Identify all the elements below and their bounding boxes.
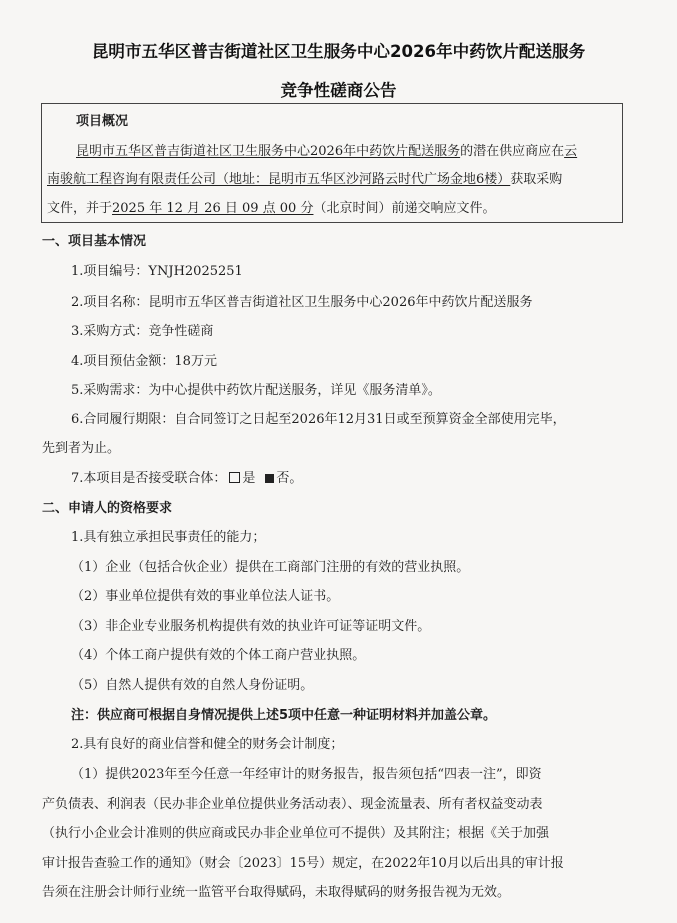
note: 注：供应商可根据自身情况提供上述5项中任意一种证明材料并加盖公章。 [71, 708, 497, 723]
overview-line-2 [47, 172, 562, 188]
req-2-1-line-4: 审计报告查验工作的通知》（财会〔2023〕15号）规定，在2022年10月以后出具的审计报 [42, 856, 564, 871]
section2-heading: 二、申请人的资格要求 [42, 501, 173, 516]
item-project-name: 2.项目名称：昆明市五华区普吉街道社区卫生服务中心2026年中药饮片配送服务 [71, 295, 533, 310]
req-1-5: （5）自然人提供有效的自然人身份证明。 [71, 678, 314, 693]
overview-heading: 项目概况 [76, 114, 129, 129]
consortium-label: 7.本项目是否接受联合体： [71, 471, 227, 486]
consortium-no: 否。 [276, 471, 303, 486]
req-2-1-line-1: （1）提供2023年至今任意一年经审计的财务报告，报告须包括“四表一注”，即资 [71, 767, 542, 782]
item-project-number: 1.项目编号：YNJH2025251 [71, 264, 243, 279]
req-1-3: （3）非企业专业服务机构提供有效的执业许可证等证明文件。 [71, 619, 431, 634]
page-title: 昆明市五华区普吉街道社区卫生服务中心2026年中药饮片配送服务 [91, 42, 586, 61]
section1-heading: 一、项目基本情况 [42, 234, 147, 249]
deadline-underlined: 2025 年 12 月 26 日 09 点 00 分 [112, 201, 314, 216]
req-2: 2.具有良好的商业信誉和健全的财务会计制度； [71, 737, 344, 752]
page-subtitle: 竞争性磋商公告 [280, 81, 397, 100]
item-procurement-method: 3.采购方式：竞争性磋商 [71, 324, 214, 339]
req-2-1-line-2: 产负债表、利润表（民办非企业单位提供业务活动表）、现金流量表、所有者权益变动表 [42, 797, 543, 812]
checkbox-filled-icon [265, 474, 274, 483]
item-budget: 4.项目预估金额：18万元 [71, 354, 217, 369]
req-2-1-line-5: 告须在注册会计师行业统一监管平台取得赋码，未取得赋码的财务报告视为无效。 [42, 885, 511, 900]
project-name-underlined: 昆明市五华区普吉街道社区卫生服务中心2026年中药饮片配送服务 [76, 144, 461, 159]
overview-line-3 [47, 201, 495, 217]
agency-address-underlined: 南骏航工程咨询有限责任公司（地址：昆明市五华区沙河路云时代广场金地6楼） [47, 172, 511, 187]
item-requirements: 5.采购需求：为中心提供中药饮片配送服务，详见《服务清单》。 [71, 383, 441, 398]
overview-text: （北京时间）前递交响应文件。 [313, 201, 496, 216]
checkbox-empty-icon [229, 472, 240, 483]
req-1-4: （4）个体工商户提供有效的个体工商户营业执照。 [71, 648, 366, 663]
req-2-1-line-3: （执行小企业会计准则的供应商或民办非企业单位可不提供）及其附注；根据《关于加强 [42, 826, 550, 841]
overview-text: 文件，并于 [47, 201, 113, 216]
agency-underlined: 云 [564, 144, 578, 159]
overview-text: 获取采购 [510, 172, 563, 187]
overview-text: 的潜在供应商应在 [460, 144, 565, 159]
req-1-1: （1）企业（包括合伙企业）提供在工商部门注册的有效的营业执照。 [71, 560, 470, 575]
item-contract-period-2: 先到者为止。 [42, 441, 121, 456]
req-1: 1.具有独立承担民事责任的能力； [71, 530, 266, 545]
item-consortium [71, 471, 302, 487]
consortium-yes: 是 [242, 471, 256, 486]
item-contract-period-1: 6.合同履行期限：自合同签订之日起至2026年12月31日或至预算资金全部使用完毕， [71, 412, 566, 427]
overview-line-1 [76, 144, 577, 160]
req-1-2: （2）事业单位提供有效的事业单位法人证书。 [71, 589, 340, 604]
